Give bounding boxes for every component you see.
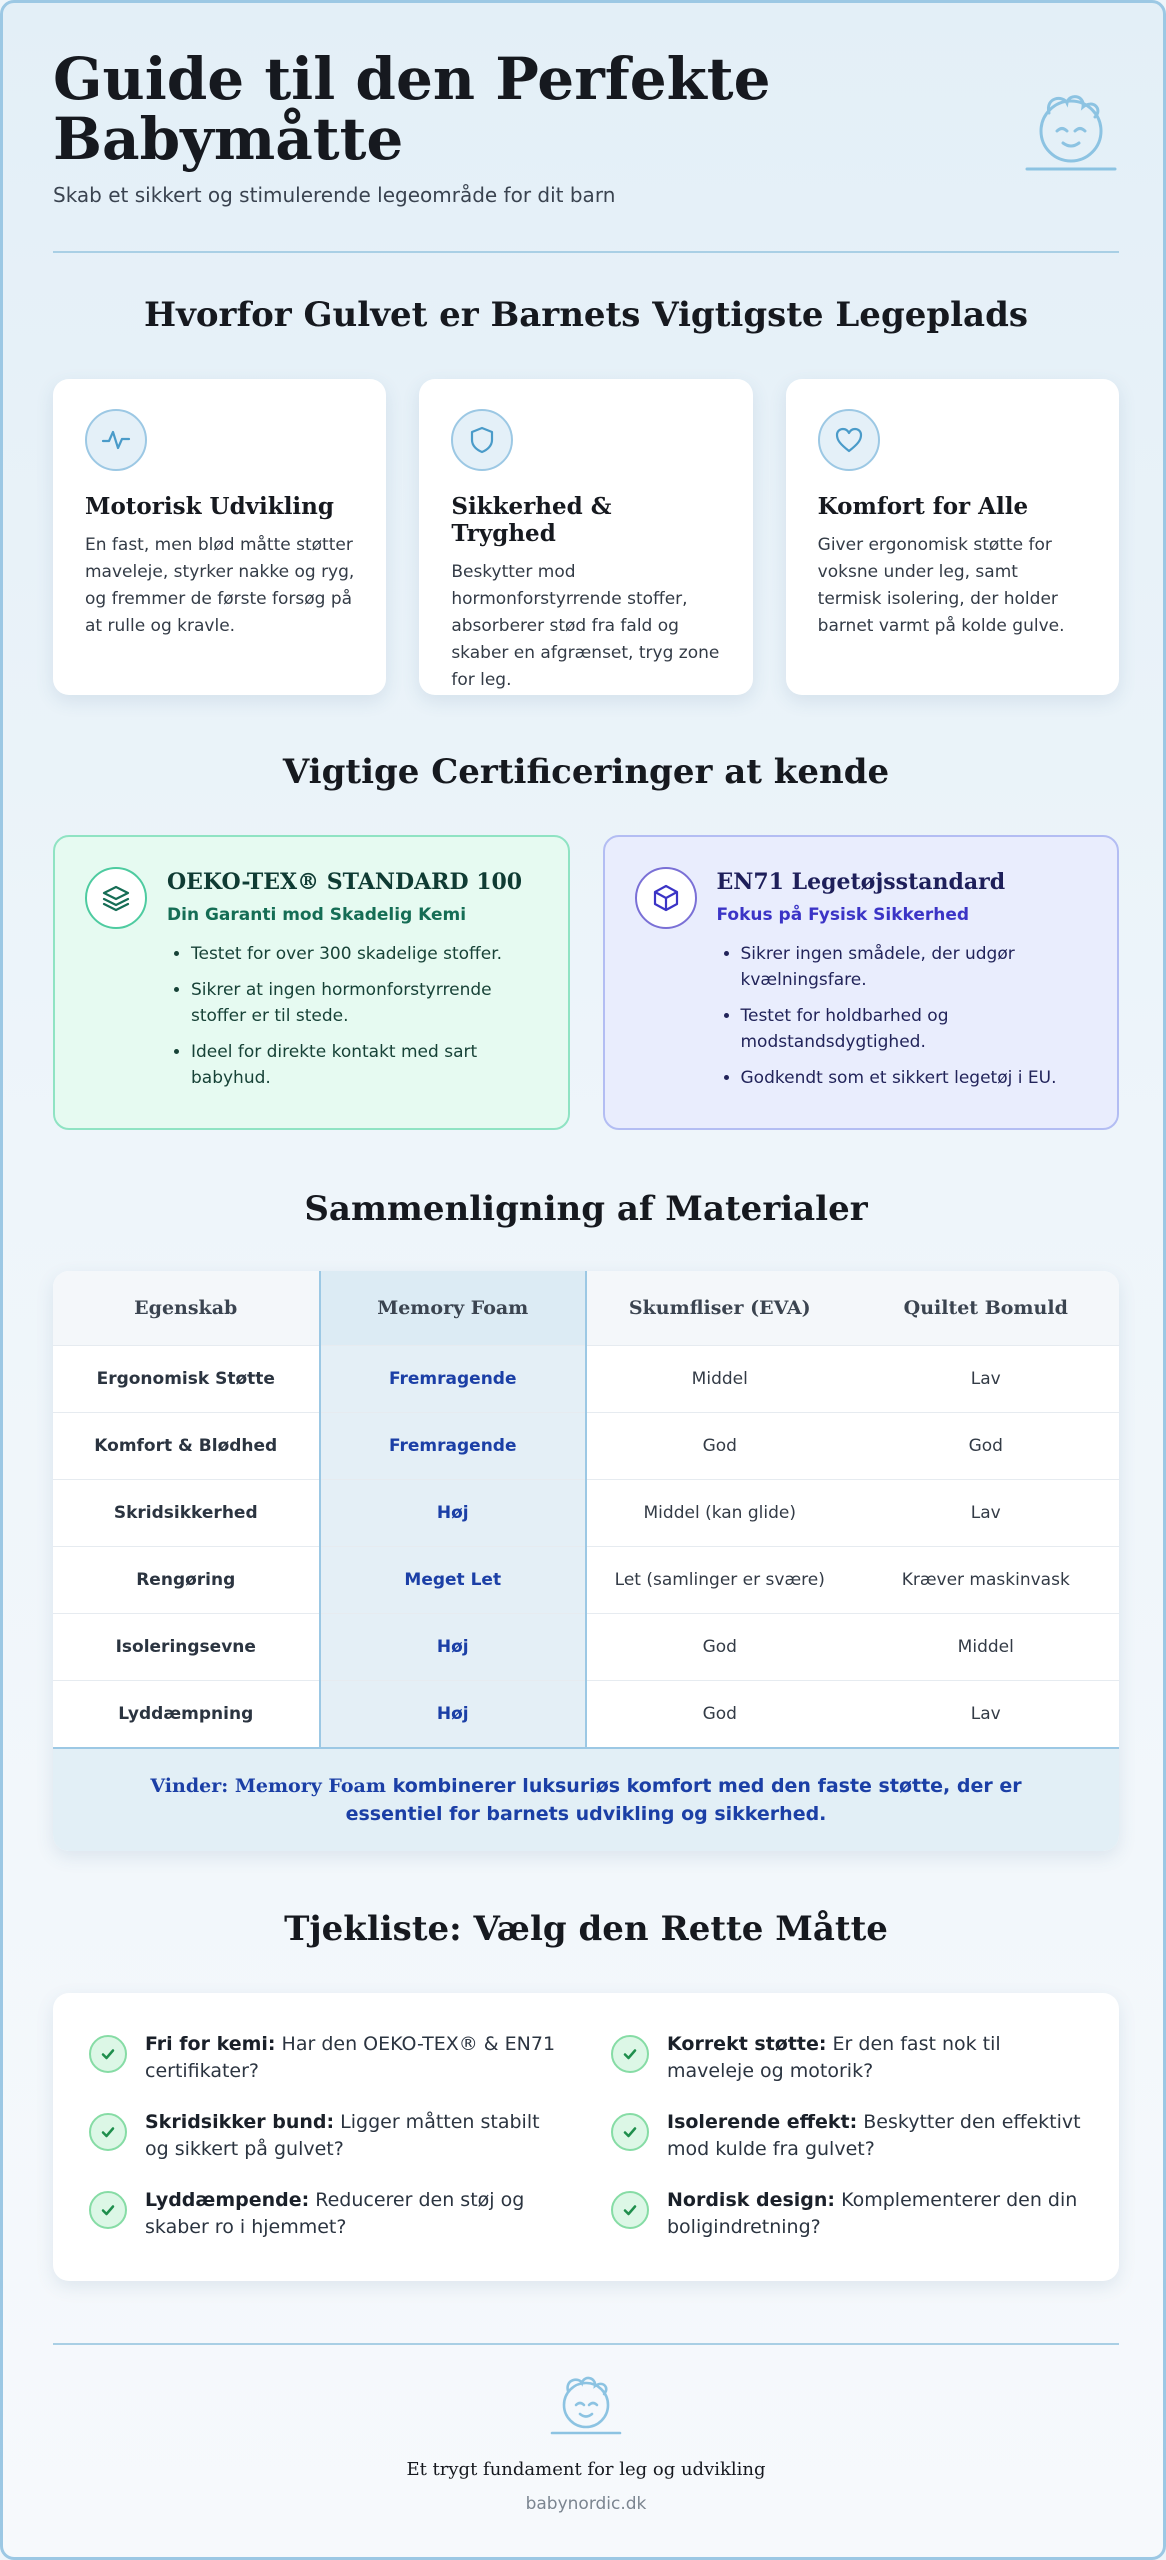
checklist-item-label: Lyddæmpende: (145, 2189, 310, 2211)
checklist-item-label: Isolerende effekt: (667, 2111, 858, 2133)
table-cell: Lav (853, 1680, 1120, 1747)
table-cell: Middel (586, 1345, 853, 1412)
winner-banner (53, 1747, 1119, 1851)
table-cell: Skridsikkerhed (53, 1479, 320, 1546)
benefit-cards (53, 379, 1119, 695)
table-header-cell: Skumfliser (EVA) (586, 1271, 853, 1345)
benefit-card-motor (53, 379, 386, 695)
checklist-card (53, 1993, 1119, 2281)
cert-point: • Testet for holdbarhed og modstandsdygtighed. (741, 1003, 1088, 1055)
footer (3, 2371, 1166, 2514)
cert-cards (53, 835, 1119, 1130)
footer-domain: babynordic.dk (525, 2494, 647, 2514)
shield-icon (451, 409, 513, 471)
table-cell: Komfort & Blødhed (53, 1412, 320, 1479)
checklist-item-text: Beskytter den effektivt mod kulde fra gulvet? (667, 2111, 1081, 2160)
table-cell: Meget Let (320, 1546, 587, 1613)
checklist-item-text: Har den OEKO-TEX® & EN71 certifikater? (145, 2033, 556, 2082)
header (53, 45, 1119, 207)
cert-title: EN71 Legetøjsstandard (716, 869, 1006, 895)
table-header-cell: Memory Foam (320, 1271, 587, 1345)
cert-card-oeko-tex (53, 835, 570, 1130)
activity-pulse-icon (85, 409, 147, 471)
benefit-card-comfort (786, 379, 1119, 695)
table-cell: Ergonomisk Støtte (53, 1345, 320, 1412)
check-circle-icon (89, 2035, 127, 2073)
checklist-item-label: Fri for kemi: (145, 2033, 276, 2055)
table-row (53, 1479, 1119, 1546)
benefit-card-title: Motorisk Udvikling (85, 493, 334, 520)
table-row (53, 1613, 1119, 1680)
certs-section-title: Vigtige Certificeringer at kende (282, 752, 890, 792)
checklist-item-label: Korrekt støtte: (667, 2033, 827, 2055)
layers-icon (85, 867, 147, 929)
heart-icon (818, 409, 880, 471)
table-cell: Høj (320, 1613, 587, 1680)
table-row (53, 1345, 1119, 1412)
checklist-item-text: Reducerer den støj og skaber ro i hjemmet? (145, 2189, 525, 2238)
table-cell: God (853, 1412, 1120, 1479)
table-header-cell: Egenskab (53, 1271, 320, 1345)
benefit-card-text: Beskytter mod hormonforstyrrende stoffer, absorberer stød fra fald og skaber en afgrænset, tryg zone for leg. (451, 562, 720, 690)
check-circle-icon (611, 2191, 649, 2229)
table-cell: Middel (853, 1613, 1120, 1680)
table-row (53, 1412, 1119, 1479)
cert-point: • Godkendt som et sikkert legetøj i EU. (741, 1065, 1088, 1091)
benefit-card-text: Giver ergonomisk støtte for voksne under leg, samt termisk isolering, der holder barnet varmt på kolde gulve. (817, 535, 1065, 636)
winner-text: kombinerer luksuriøs komfort med den faste støtte, der er essentiel for barnets udvikling og sikkerhed. (345, 1775, 1022, 1825)
benefit-card-title: Komfort for Alle (817, 493, 1029, 520)
table-cell: God (586, 1680, 853, 1747)
check-circle-icon (611, 2035, 649, 2073)
cert-title: OEKO-TEX® STANDARD 100 (167, 869, 523, 895)
checklist-item (611, 2187, 1083, 2243)
benefit-card-text: En fast, men blød måtte støtter maveleje, styrker nakke og ryg, og fremmer de første forsøg på at rulle og kravle. (85, 535, 355, 636)
cert-point: • Sikrer ingen smådele, der udgør kvælningsfare. (741, 941, 1088, 993)
comparison-section-title: Sammenligning af Materialer (304, 1189, 868, 1229)
checklist-item-label: Skridsikker bund: (145, 2111, 335, 2133)
why-section-title: Hvorfor Gulvet er Barnets Vigtigste Legeplads (144, 295, 1028, 335)
cert-point: • Testet for over 300 skadelige stoffer. (191, 941, 538, 967)
page-subtitle: Skab et sikkert og stimulerende legeområde for dit barn (53, 183, 616, 207)
table-row (53, 1680, 1119, 1747)
table-cell: Kræver maskinvask (853, 1546, 1120, 1613)
table-cell: Lav (853, 1479, 1120, 1546)
table-cell: Let (samlinger er svære) (586, 1546, 853, 1613)
check-circle-icon (89, 2113, 127, 2151)
checklist-item-text: Ligger måtten stabilt og sikkert på gulvet? (145, 2111, 540, 2160)
comparison-table (53, 1271, 1119, 1851)
check-circle-icon (89, 2191, 127, 2229)
table-cell: Lyddæmpning (53, 1680, 320, 1747)
table-cell: Fremragende (320, 1412, 587, 1479)
checklist-item (611, 2031, 1083, 2087)
table-header-cell: Quiltet Bomuld (853, 1271, 1120, 1345)
table-cell: Isoleringsevne (53, 1613, 320, 1680)
table-cell: Fremragende (320, 1345, 587, 1412)
checklist-section-title: Tjekliste: Vælg den Rette Måtte (284, 1909, 888, 1949)
page-title: Guide til den Perfekte Babymåtte (53, 45, 771, 173)
table-cell: God (586, 1613, 853, 1680)
divider (53, 251, 1119, 253)
divider (53, 2343, 1119, 2345)
winner-label: Vinder: Memory Foam (150, 1775, 386, 1797)
check-circle-icon (611, 2113, 649, 2151)
checklist-item (89, 2187, 561, 2243)
benefit-card-safety (419, 379, 752, 695)
table-cell: Rengøring (53, 1546, 320, 1613)
cert-points (167, 941, 538, 1091)
footer-tagline: Et trygt fundament for leg og udvikling (406, 2459, 766, 2480)
table-cell: Høj (320, 1680, 587, 1747)
table-header-row (53, 1271, 1119, 1345)
cert-card-en71 (603, 835, 1120, 1130)
baby-face-icon (546, 2371, 626, 2437)
table-cell: Høj (320, 1479, 587, 1546)
cert-point: • Ideel for direkte kontakt med sart babyhud. (191, 1039, 538, 1091)
checklist-item (89, 2109, 561, 2165)
checklist-item (89, 2031, 561, 2087)
checklist-item-label: Nordisk design: (667, 2189, 836, 2211)
table-row (53, 1546, 1119, 1613)
checklist-item-text: Komplementerer den din boligindretning? (667, 2189, 1078, 2238)
cert-tagline: Din Garanti mod Skadelig Kemi (167, 905, 467, 925)
cert-tagline: Fokus på Fysisk Sikkerhed (716, 905, 970, 925)
cert-point: • Sikrer at ingen hormonforstyrrende stoffer er til stede. (191, 977, 538, 1029)
baby-face-icon (1023, 87, 1119, 173)
table-cell: Lav (853, 1345, 1120, 1412)
cube-box-icon (635, 867, 697, 929)
table-cell: God (586, 1412, 853, 1479)
cert-points (717, 941, 1088, 1091)
benefit-card-title: Sikkerhed & Tryghed (451, 493, 612, 547)
checklist-item (611, 2109, 1083, 2165)
checklist-item-text: Er den fast nok til maveleje og motorik? (667, 2033, 1001, 2082)
table-cell: Middel (kan glide) (586, 1479, 853, 1546)
